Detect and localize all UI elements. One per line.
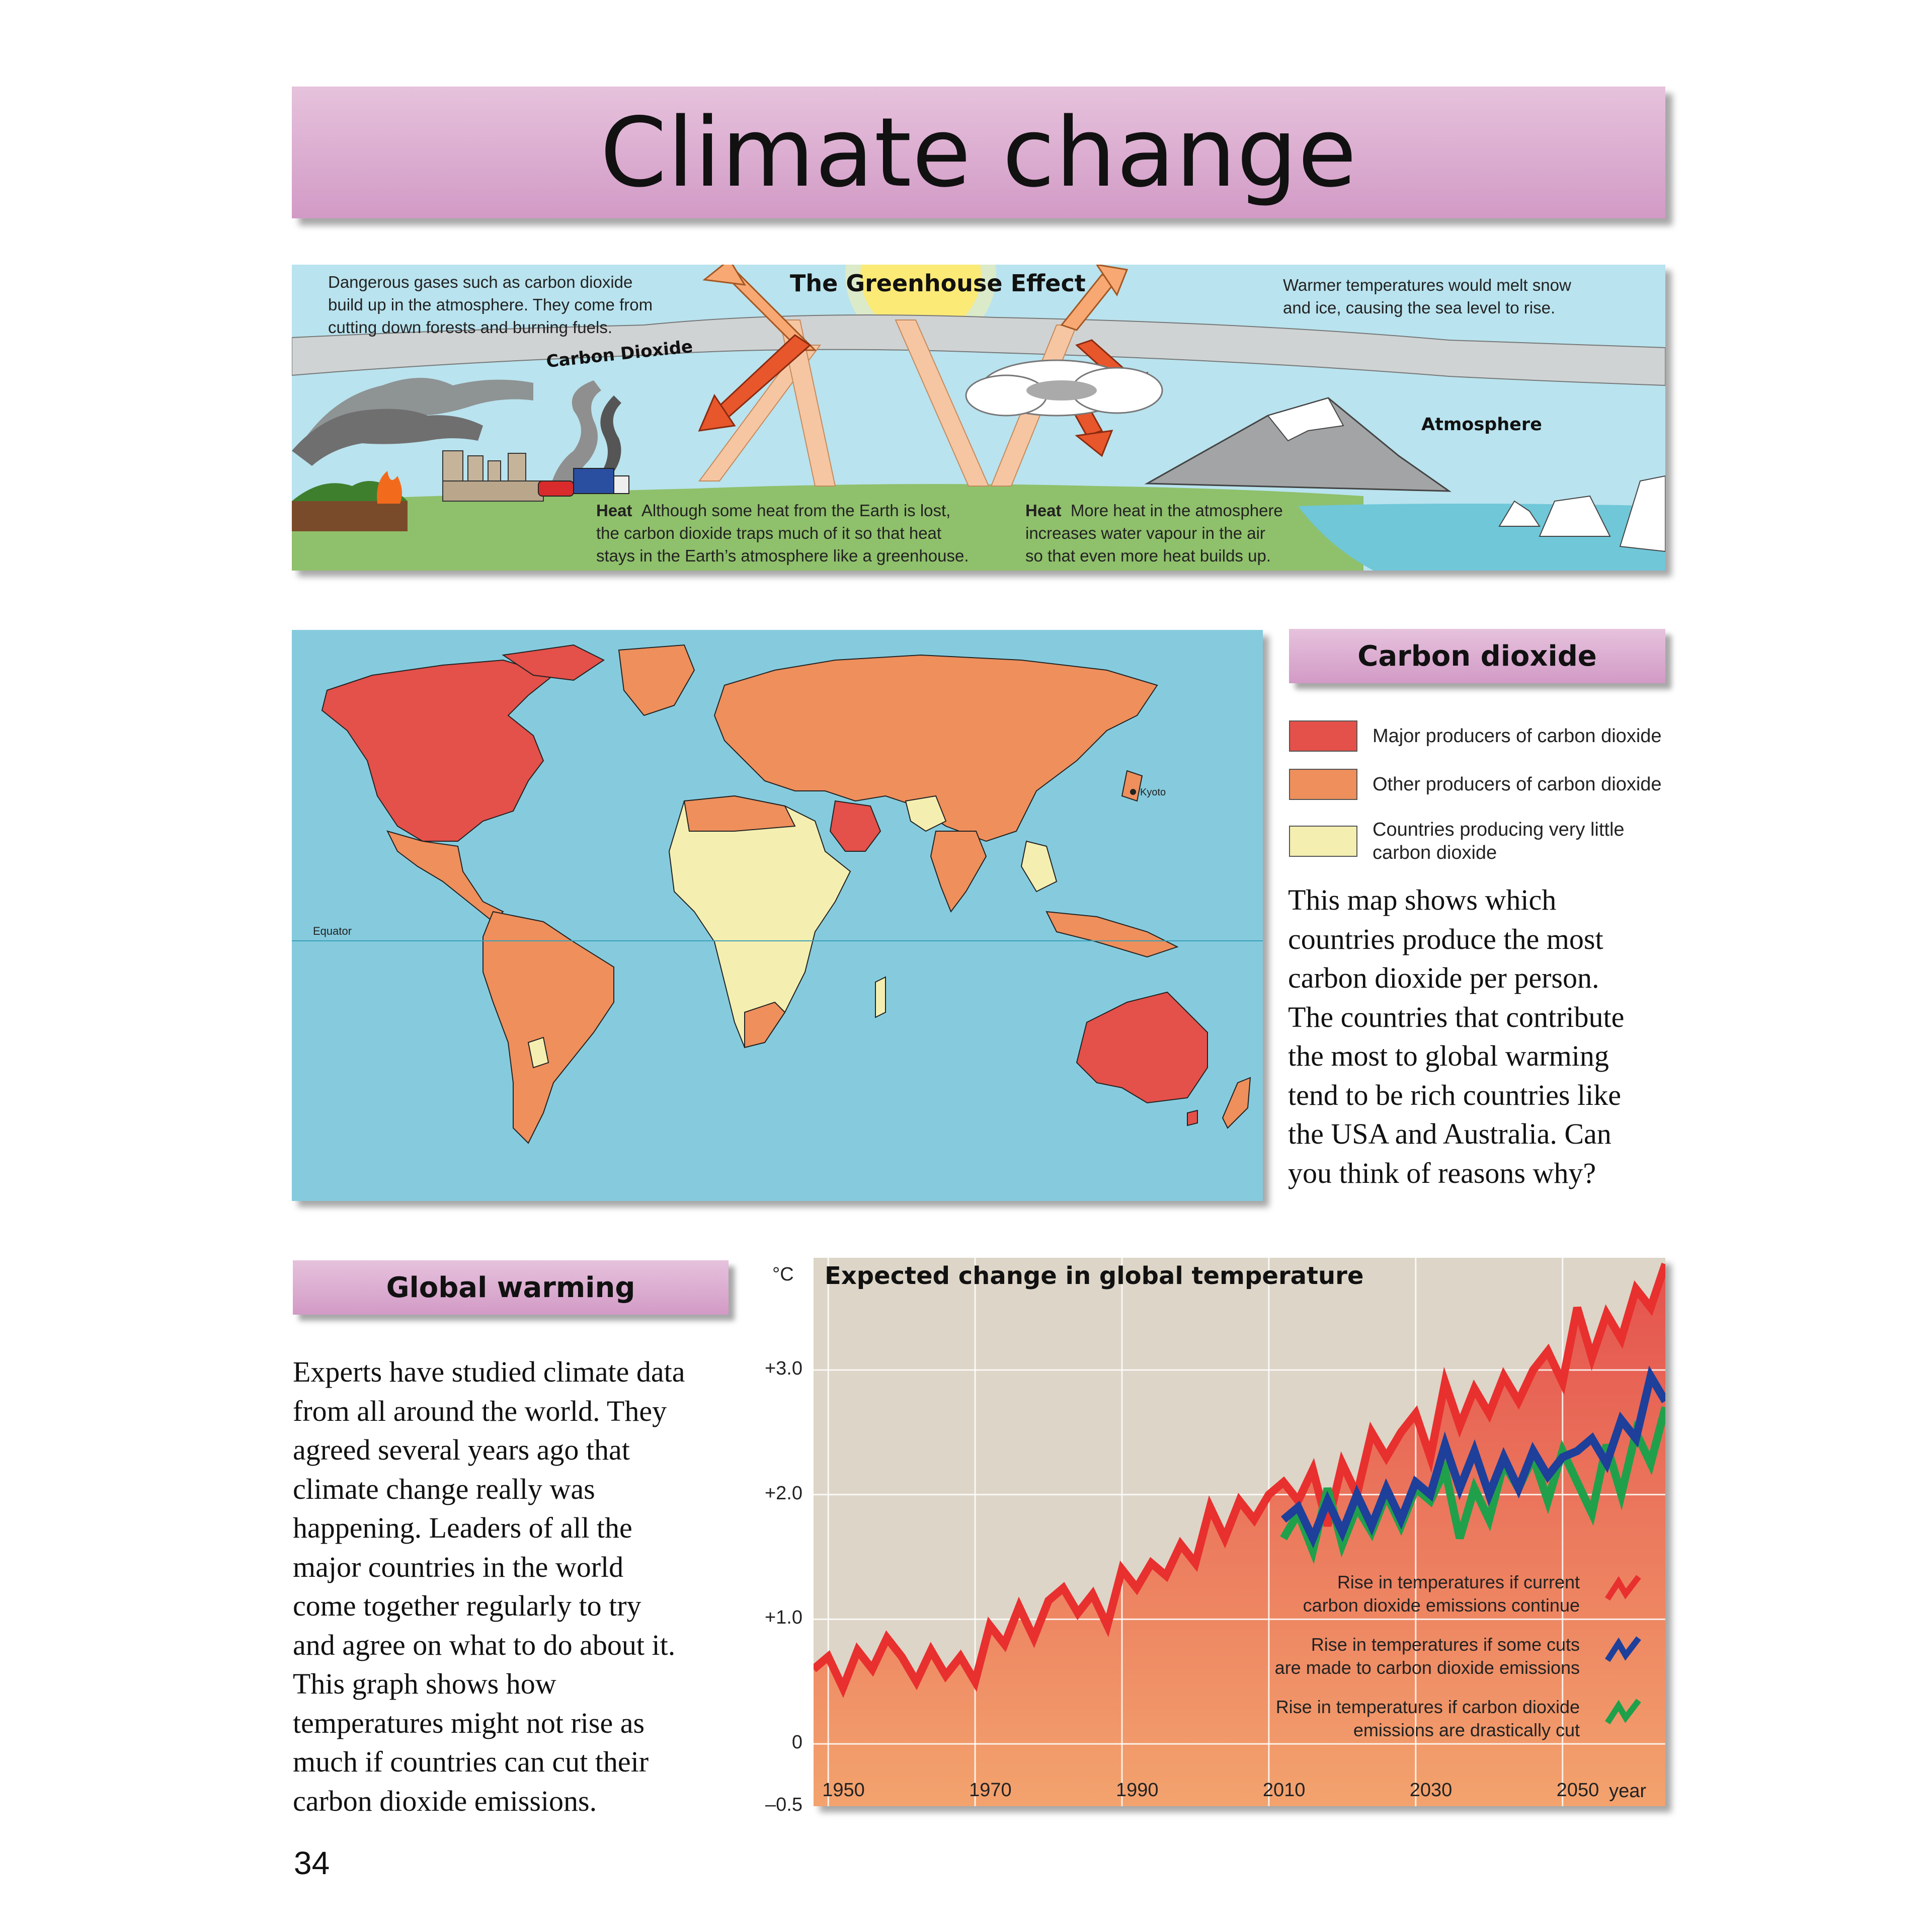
- y-tick-+3.0: +3.0: [764, 1357, 802, 1379]
- legend-label-little: Countries producing very little carbon dioxide: [1373, 819, 1625, 863]
- legend-swatch-other: [1289, 769, 1357, 800]
- world-map: [292, 630, 1263, 1201]
- global-warming-paragraph: Experts have studied climate data from all around the world. They agreed several years ago that climate change really was happening. Leaders of all the major countries in the world come together regularly to try and agree on what to do about it. This graph shows how temperatures might not rise as much if countries can cut their carbon dioxide emissions.: [293, 1355, 685, 1817]
- x-tick-1970: 1970: [969, 1780, 1012, 1801]
- legend-swatch-red: [1607, 1577, 1639, 1599]
- greenhouse-effect-illustration: [292, 265, 1665, 571]
- title-banner: [292, 87, 1665, 218]
- gases-caption: Dangerous gases such as carbon dioxide build up in the atmosphere. They come from cutting down forests and burning fuels.: [328, 273, 653, 337]
- truck-icon: [574, 468, 614, 494]
- y-tick-+1.0: +1.0: [764, 1607, 802, 1629]
- car-icon: [538, 481, 574, 496]
- carbon-dioxide-heading: Carbon dioxide: [1289, 629, 1665, 683]
- x-tick-2030: 2030: [1409, 1780, 1453, 1801]
- legend-label-other: Other producers of carbon dioxide: [1373, 774, 1662, 795]
- page-title: Climate change: [600, 97, 1357, 208]
- legend-swatch-green: [1607, 1701, 1639, 1723]
- kyoto-label: Kyoto: [1140, 787, 1166, 798]
- legend-major: [1289, 720, 1662, 752]
- y-tick-+2.0: +2.0: [764, 1482, 802, 1504]
- x-tick-2010: 2010: [1262, 1780, 1306, 1801]
- legend-swatch-major: [1289, 720, 1357, 752]
- x-tick-1950: 1950: [822, 1780, 865, 1801]
- legend-swatch-blue: [1607, 1638, 1639, 1660]
- x-tick-1990: 1990: [1115, 1780, 1159, 1801]
- legend-current-emissions: Rise in temperatures if current carbon dioxide emissions continue: [1303, 1572, 1580, 1616]
- carbon-dioxide-label: Carbon Dioxide: [545, 336, 694, 372]
- page-number: 34: [294, 1845, 330, 1881]
- greenhouse-heading: The Greenhouse Effect: [790, 270, 1086, 297]
- y-axis-unit-label: °C: [772, 1264, 794, 1285]
- legend-swatch-little: [1289, 826, 1357, 857]
- legend-some-cuts: Rise in temperatures if some cuts are made to carbon dioxide emissions: [1274, 1634, 1580, 1678]
- heat-bold-1: Heat: [596, 501, 632, 520]
- chart-title: Expected change in global temperature: [825, 1262, 1364, 1290]
- temperature-chart: [814, 1258, 1665, 1806]
- global-warming-heading: Global warming: [293, 1260, 729, 1315]
- legend-drastic-cuts: Rise in temperatures if carbon dioxide emissions are drastically cut: [1275, 1697, 1580, 1740]
- x-axis-label: year: [1609, 1781, 1646, 1802]
- melt-caption: Warmer temperatures would melt snow and ice, causing the sea level to rise.: [1283, 276, 1571, 317]
- kyoto-marker: [1130, 789, 1136, 795]
- heat-caption-2: Heat More heat in the atmosphere increases water vapour in the air so that even more heat builds up.: [1025, 501, 1283, 565]
- heat-caption-1: Heat Although some heat from the Earth is lost, the carbon dioxide traps much of it so that heat stays in the Earth’s atmosphere like a greenhouse.: [596, 501, 969, 565]
- y-tick-–0.5: –0.5: [765, 1794, 802, 1815]
- legend-little: [1289, 818, 1625, 864]
- y-tick-0: 0: [791, 1732, 802, 1753]
- x-tick-2050: 2050: [1556, 1780, 1599, 1801]
- world-map-svg: [292, 630, 1263, 1201]
- legend-swatches: [1603, 1570, 1649, 1751]
- legend-label-major: Major producers of carbon dioxide: [1373, 726, 1662, 747]
- equator-label: Equator: [313, 925, 352, 937]
- carbon-dioxide-paragraph: This map shows which countries produce the most carbon dioxide per person. The countries that contribute the most to global warming tend to be rich countries like the USA and Australia. Can you think of reasons why?: [1288, 883, 1625, 1189]
- legend-other: [1289, 769, 1662, 800]
- heat-bold-2: Heat: [1025, 501, 1062, 520]
- atmosphere-label: Atmosphere: [1421, 415, 1542, 435]
